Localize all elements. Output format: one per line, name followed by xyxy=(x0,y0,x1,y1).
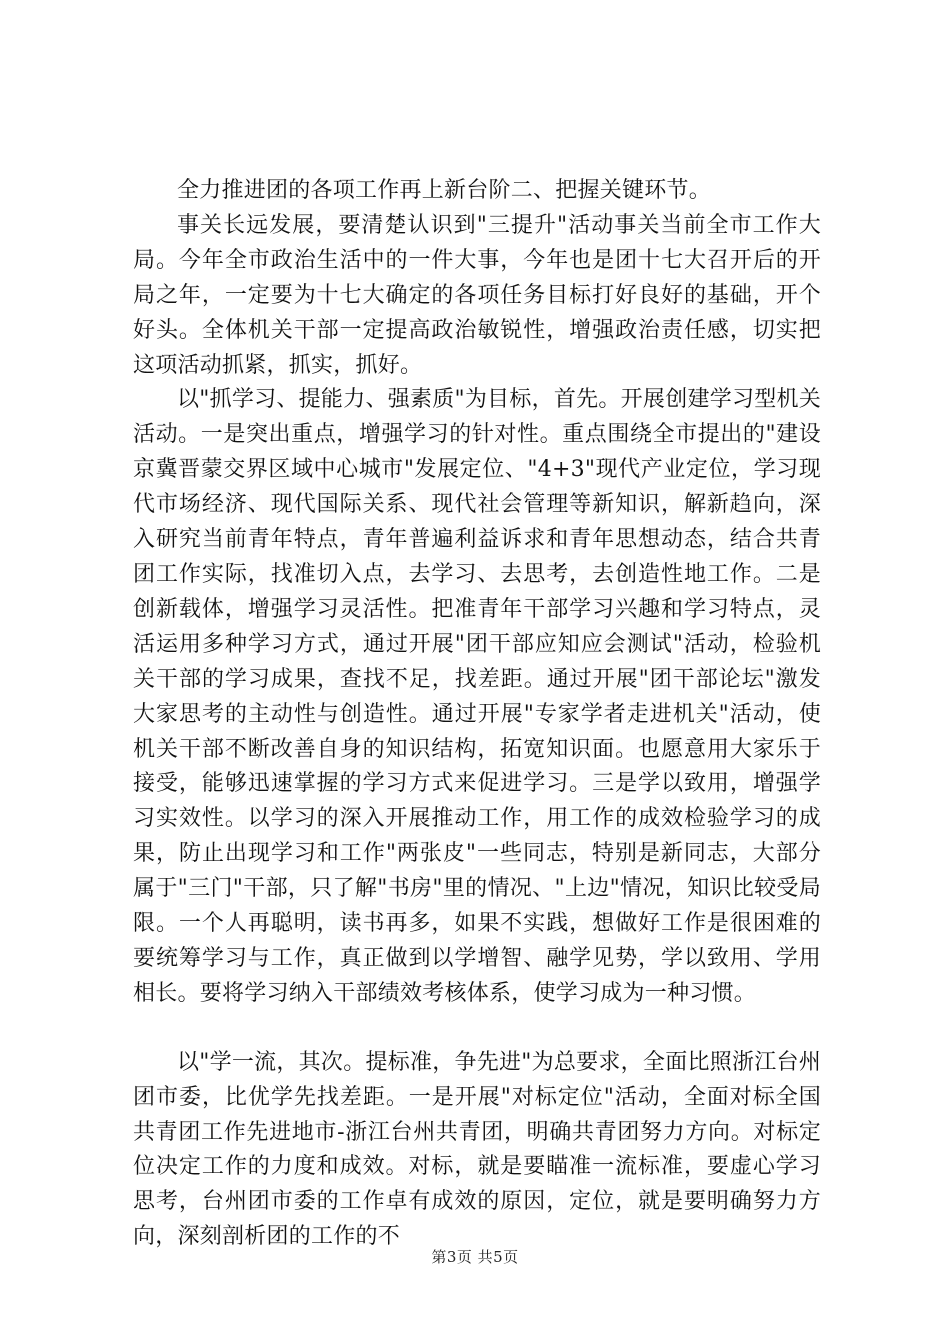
paragraph-2: 事关长远发展，要清楚认识到"三提升"活动事关当前全市工作大局。今年全市政治生活中的一件大事，今年也是团十七大召开后的开局之年，一定要为十七大确定的各项任务目标打好良好的基础，开个好头。全体机关干部一定提高政治敏锐性，增强政治责任感，切实把这项活动抓紧，抓实，抓好。 xyxy=(133,212,821,378)
document-body xyxy=(133,174,821,1255)
paragraph-4: 以"学一流，其次。提标准，争先进"为总要求，全面比照浙江台州团市委，比优学先找差距。一是开展"对标定位"活动，全面对标全国共青团工作先进地市-浙江台州共青团，明确共青团努力方向。对标定位决定工作的力度和成效。对标，就是要瞄准一流标准，要虚心学习思考，台州团市委的工作卓有成效的原因，定位，就是要明确努力方向，深刻剖析团的工作的不 xyxy=(133,1049,821,1250)
paragraph-1: 全力推进团的各项工作再上新台阶二、把握关键环节。 xyxy=(177,178,712,203)
page-footer: 第3页 共5页 xyxy=(431,1248,519,1266)
paragraph-3: 以"抓学习、提能力、强素质"为目标，首先。开展创建学习型机关活动。一是突出重点，增强学习的针对性。重点围绕全市提出的"建设京冀晋蒙交界区域中心城市"发展定位、"4+3"现代产业定位，学习现代市场经济、现代国际关系、现代社会管理等新知识，解新趋向，深入研究当前青年特点，青年普遍利益诉求和青年思想动态，结合共青团工作实际，找准切入点，去学习、去思考，去创造性地工作。二是创新载体，增强学习灵活性。把准青年干部学习兴趣和学习特点，灵活运用多种学习方式，通过开展"团干部应知应会测试"活动，检验机关干部的学习成果，查找不足，找差距。通过开展"团干部论坛"激发大家思考的主动性与创造性。通过开展"专家学者走进机关"活动，使机关干部不断改善自身的知识结构，拓宽知识面。也愿意用大家乐于接受，能够迅速掌握的学习方式来促进学习。三是学以致用，增强学习实效性。以学习的深入开展推动工作，用工作的成效检验学习的成果，防止出现学习和工作"两张皮"一些同志，特别是新同志，大部分属于"三门"干部，只了解"书房"里的情况、"上边"情况，知识比较受局限。一个人再聪明，读书再多，如果不实践，想做好工作是很困难的要统筹学习与工作，真正做到以学增智、融学见势，学以致用、学用相长。要将学习纳入干部绩效考核体系，使学习成为一种习惯。 xyxy=(133,387,821,1006)
